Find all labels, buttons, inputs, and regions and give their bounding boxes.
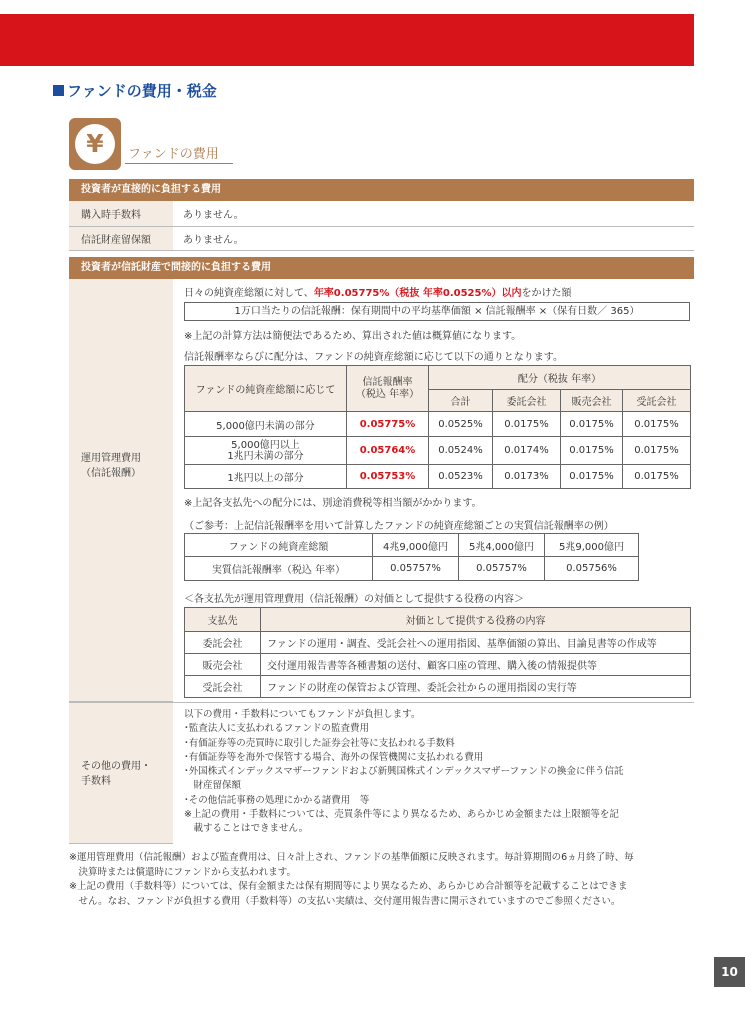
yen-icon: ¥ (69, 118, 121, 170)
other-fees-text: 以下の費用・手数料についてもファンドが負担します。 ･監査法人に支払われるファンドの監査費用 ･有価証券等の売買時に取引した証券会社等に支払われる手数料 ･有価証券等を海外で保管する場合、海外の保管機関に支払われる費用 ･外国株式インデックスマザーファンドおよび新興国株式インデックスマザーファンドの換金に伴う信託 財産留保額 ･その他信託事務の処理にかかる諸費用 等 ※上記の費用・手数料については、売買条件等により異なるため、あらかじめ金額または上限額等を記 載することはできません。 (184, 709, 624, 835)
table-row: 受託会社 ファンドの財産の保管および管理、委託会社からの運用指図の実行等 (185, 676, 691, 698)
table-row: 5,000億円以上 1兆円未満の部分 0.05764% 0.0524% 0.0174% 0.0175% 0.0175% (185, 437, 691, 465)
trust-reserve-row: 信託財産留保額 ありません。 (69, 227, 694, 251)
reference-title: （ご参考：上記信託報酬率を用いて計算したファンドの純資産総額ごとの実質信託報酬率の例） (184, 521, 614, 532)
other-fees-label: その他の費用・ 手数料 (69, 703, 173, 844)
tax-note: ※上記各支払先への配分には、別途消費税等相当額がかかります。 (184, 498, 482, 509)
direct-cost-header: 投資者が直接的に負担する費用 (69, 179, 694, 201)
square-bullet-icon (53, 85, 64, 96)
table-row: 1兆円以上の部分 0.05753% 0.0523% 0.0173% 0.0175% 0.0175% (185, 465, 691, 489)
reference-table: ファンドの純資産総額 4兆9,000億円 5兆4,000億円 5兆9,000億円 実質信託報酬率（税込 年率） 0.05757% 0.05757% 0.05756% (184, 533, 639, 581)
indirect-cost-header: 投資者が信託財産で間接的に負担する費用 (69, 257, 694, 279)
calc-formula-box: 1万口当たりの信託報酬：保有期間中の平均基準価額 × 信託報酬率 ×（保有日数／ 365） (184, 302, 690, 321)
col-rate-header: 信託報酬率 （税込 年率） (347, 366, 429, 412)
calc-note: ※上記の計算方法は簡便法であるため、算出された値は概算値になります。 (184, 331, 522, 342)
service-title: ＜各支払先が運用管理費用（信託報酬）の対価として提供する役務の内容＞ (184, 594, 524, 605)
allocation-table: ファンドの純資産総額に応じて 信託報酬率 （税込 年率） 配分（税抜 年率） 合計 委託会社 販売会社 受託会社 5,000億円未満の部分 0.05775% 0.0525% 0.0175% 0.0175% 0.0175% 5,000億円以上 1兆円未満の部分 0.05764% 0.0524% 0.0174% 0.0175% 0.0175% 1兆円以上の部分 0.05753% 0.0523% 0.0173% 0.0175% 0.0175% (184, 365, 691, 489)
service-table: 支払先 対価として提供する役務の内容 委託会社 ファンドの運用・調査、受託会社への運用指図、基準価額の算出、目論見書等の作成等 販売会社 交付運用報告書等各種書類の送付、顧客口座の管理、購入後の情報提供等 受託会社 ファンドの財産の保管および管理、委託会社からの運用指図の実行等 (184, 607, 691, 698)
footnotes: ※運用管理費用（信託報酬）および監査費用は、日々計上され、ファンドの基準価額に反映されます。毎計算期間の6ヵ月終了時、毎 決算時または償還時にファンドから支払われます。 ※上記の費用（手数料等）については、保有金額または保有期間等により異なるため、あらかじめ合計額等を記載することはできま せん。なお、ファンドが負担する費用（手数料等）の支払い実績は、交付運用報告書に開示されていますのでご参照ください。 (69, 852, 634, 907)
top-red-banner (0, 14, 694, 66)
management-fee-label: 運用管理費用 （信託報酬） (69, 279, 173, 702)
table-row: 5,000億円未満の部分 0.05775% 0.0525% 0.0175% 0.0175% 0.0175% (185, 412, 691, 437)
daily-fee-text: 日々の純資産総額に対して、年率0.05775%（税抜 年率0.0525%）以内をかけた額 (184, 288, 572, 299)
purchase-fee-row: 購入時手数料 ありません。 (69, 201, 694, 227)
alloc-intro: 信託報酬率ならびに配分は、ファンドの純資産総額に応じて以下の通りとなります。 (184, 352, 563, 363)
col-asset-header: ファンドの純資産総額に応じて (185, 366, 347, 412)
sub-title: ファンドの費用 (128, 147, 219, 162)
col-alloc-header: 配分（税抜 年率） (429, 366, 691, 390)
table-row: 販売会社 交付運用報告書等各種書類の送付、顧客口座の管理、購入後の情報提供等 (185, 654, 691, 676)
sub-title-underline (125, 163, 233, 164)
table-row: 委託会社 ファンドの運用・調査、受託会社への運用指図、基準価額の算出、目論見書等の作成等 (185, 632, 691, 654)
page-number: 10 (714, 957, 745, 987)
section-title: ファンドの費用・税金 (53, 80, 217, 101)
